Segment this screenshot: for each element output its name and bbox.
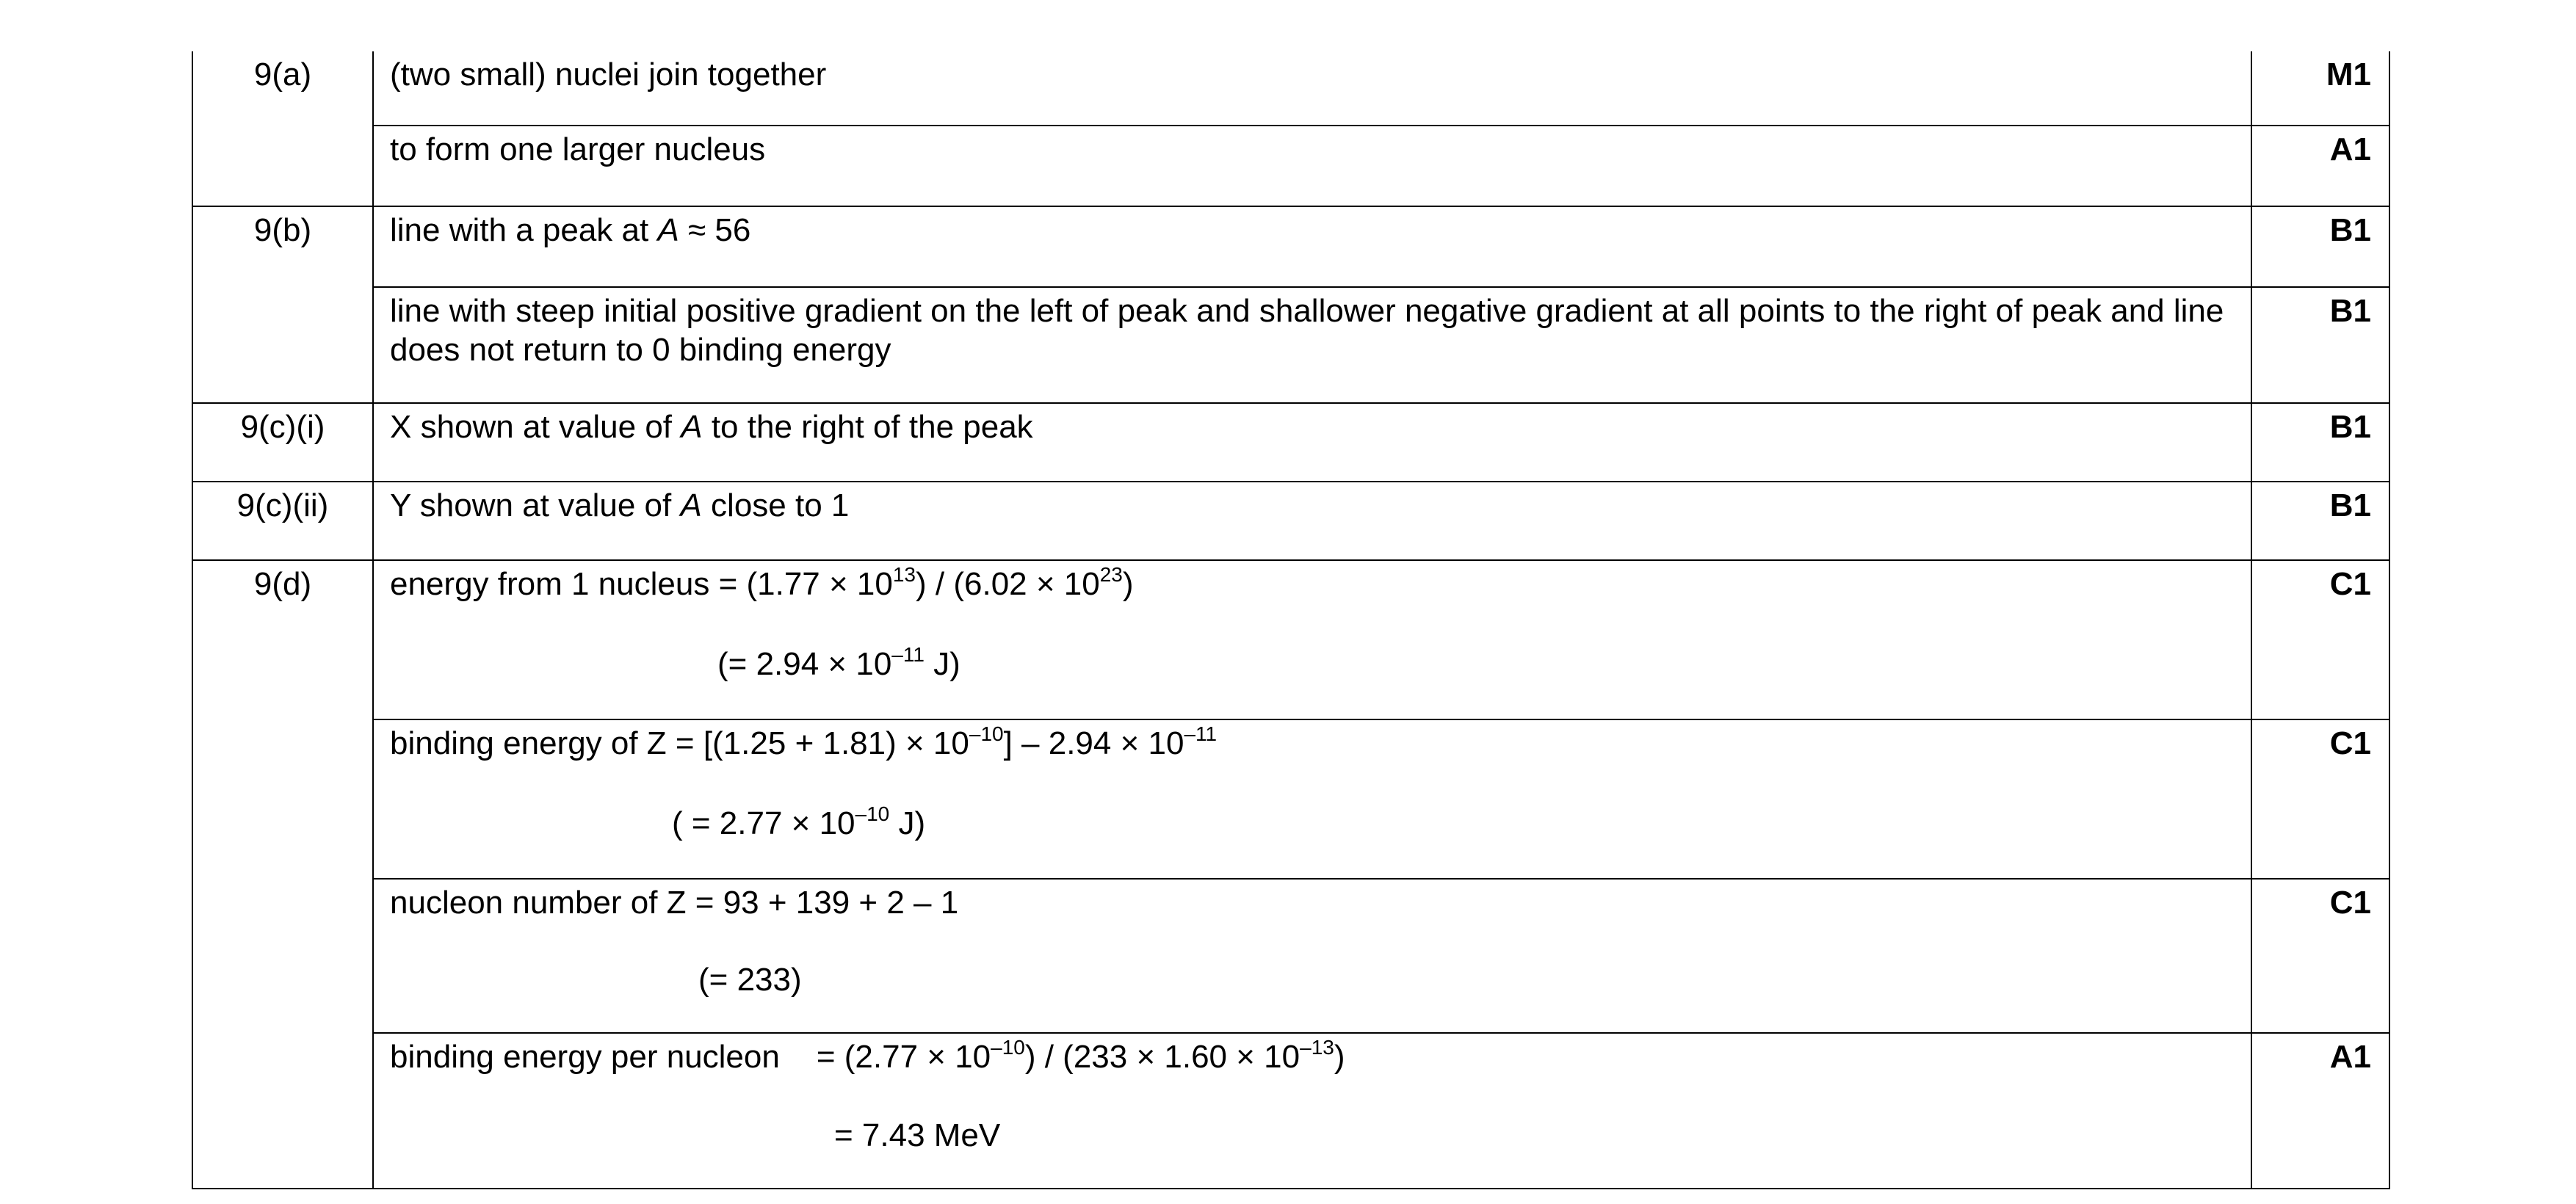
- mark-cell: A1: [2251, 1033, 2389, 1189]
- mark-cell: A1: [2251, 126, 2389, 206]
- table-row: [192, 1033, 2389, 1189]
- question-number: 9(b): [192, 206, 373, 403]
- answer-cell: line with steep initial positive gradient on the left of peak and shallower negative gradient at all points to the right of peak and line does not return to 0 binding energy: [373, 287, 2251, 403]
- mark-cell: M1: [2251, 51, 2389, 126]
- question-number: 9(a): [192, 51, 373, 206]
- answer-cell: energy from 1 nucleus = $(1.77 \times 10^{13}) / (6.02 \times 10^{23})$ (= $2.94 \times 10^{-11}$ J): [373, 560, 2251, 719]
- answer-cell: (two small) nuclei join together: [373, 51, 2251, 126]
- table-row: [192, 206, 2389, 287]
- mark-cell: C1: [2251, 879, 2389, 1033]
- table-row: [192, 879, 2389, 1033]
- answer-cell: line with a peak at A ≈ 56: [373, 206, 2251, 287]
- question-number: 9(c)(i): [192, 403, 373, 482]
- mark-cell: B1: [2251, 287, 2389, 403]
- table-row: [192, 403, 2389, 482]
- answer-cell: to form one larger nucleus: [373, 126, 2251, 206]
- table-row: [192, 51, 2389, 126]
- answer-cell: X shown at value of A to the right of the peak: [373, 403, 2251, 482]
- answer-cell: binding energy per nucleon = $(2.77 \times 10^{-10}) / (233 \times 1.60 \times 10^{-13})$ = 7.43 MeV: [373, 1033, 2251, 1189]
- answer-cell: Y shown at value of A close to 1: [373, 482, 2251, 560]
- table-row: [192, 482, 2389, 560]
- mark-cell: B1: [2251, 482, 2389, 560]
- answer-cell: nucleon number of Z = 93 + 139 + 2 – 1 (= 233): [373, 879, 2251, 1033]
- question-number: 9(c)(ii): [192, 482, 373, 560]
- answer-cell: binding energy of $Z = [(1.25 + 1.81) \times 10^{-10}] - 2.94 \times 10^{-11}$ ( = $2.77 \times 10^{-10}$ J): [373, 719, 2251, 879]
- mark-scheme-table: [192, 51, 2390, 1189]
- table-row: [192, 287, 2389, 403]
- mark-cell: B1: [2251, 206, 2389, 287]
- mark-cell: C1: [2251, 719, 2389, 879]
- table-row: [192, 719, 2389, 879]
- mark-cell: B1: [2251, 403, 2389, 482]
- table-row: [192, 126, 2389, 206]
- mark-cell: C1: [2251, 560, 2389, 719]
- table-row: [192, 560, 2389, 719]
- question-number: 9(d): [192, 560, 373, 1189]
